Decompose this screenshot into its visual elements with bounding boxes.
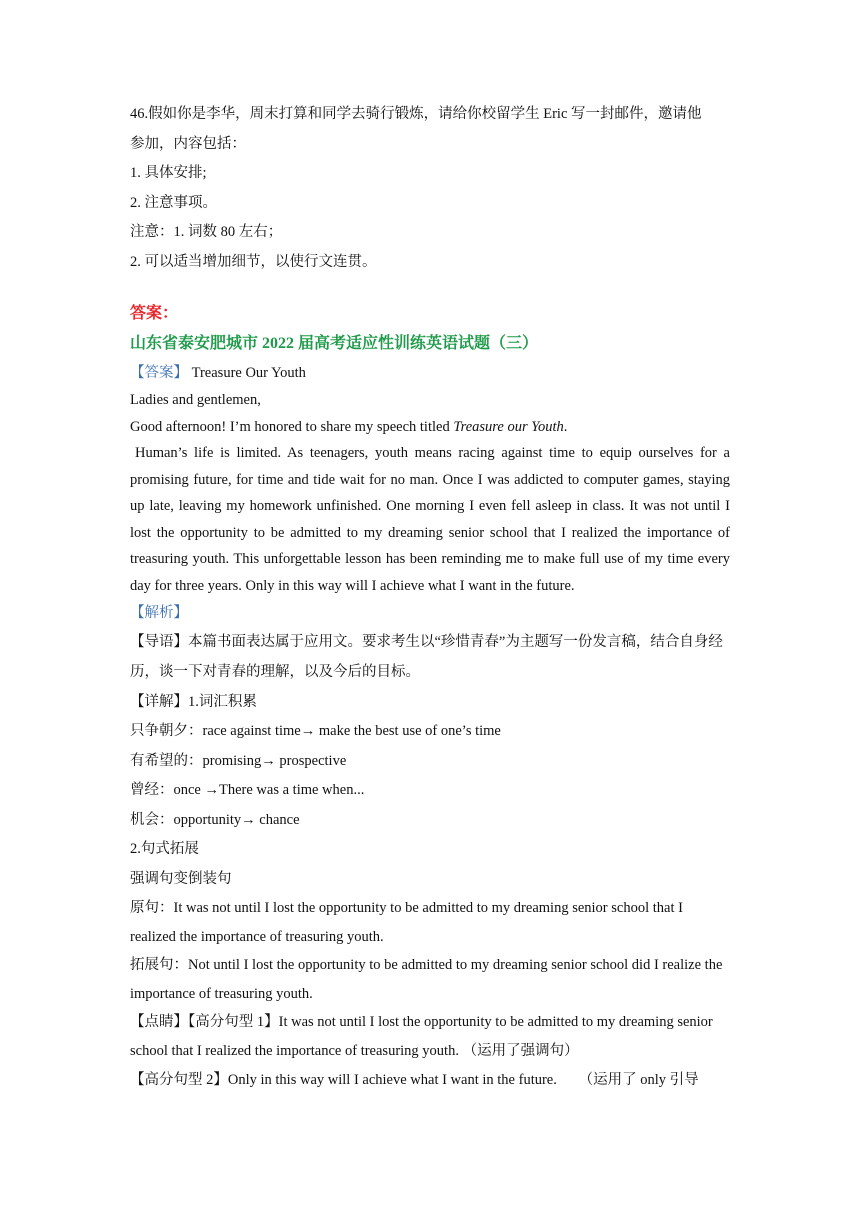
question-line-2: 参加，内容包括：	[130, 135, 246, 152]
highlight-sentence-2: 【高分句型 2】Only in this way will I achieve what I want in the future. （运用了 only 引导	[130, 1072, 699, 1088]
vocab-item: 有希望的：promising→ prospective	[130, 752, 347, 769]
question-line-1: 46.假如你是李华，周末打算和同学去骑行锻炼，请给你校留学生 Eric 写一封邮件，邀请他	[130, 106, 702, 122]
essay-greeting	[130, 414, 730, 441]
vocab-item: 曾经：once →There was a time when...	[130, 782, 365, 798]
essay-greeting-title: Treasure our Youth	[453, 418, 564, 435]
question-item-2: 2. 注意事项。	[130, 194, 217, 211]
answer-tag: 【答案】	[130, 365, 188, 381]
guide-text: 【导语】本篇书面表达属于应用文。要求考生以“珍惜青春”为主题写一份发言稿，结合自身经历，谈一下对青春的理解，以及今后的目标。	[130, 634, 723, 680]
vocab-item: 只争朝夕：race against time→ make the best use of one’s time	[130, 723, 501, 739]
analysis-tag: 【解析】	[130, 605, 188, 621]
essay-greeting-text: Good afternoon! I’m honored to share my speech titled	[130, 418, 454, 435]
essay-greeting-end: .	[563, 418, 568, 435]
question-note-1: 注意：1. 词数 80 左右；	[130, 224, 283, 240]
answer-title: Treasure Our Youth	[188, 365, 306, 381]
answer-label: 答案：	[130, 305, 179, 322]
highlight-sentence-1: 【点睛】【高分句型 1】It was not until I lost the opportunity to be admitted to my dreaming senior school that I realized the importance of treasuring youth. （运用了强调句）	[130, 1014, 713, 1059]
question-note-2: 2. 可以适当增加细节，以使行文连贯。	[130, 253, 377, 270]
essay-body: Human’s life is limited. As teenagers, youth means racing against time to equip ourselves for a promising future, for time and tide wait for no man. Once I was addicted to computer games, staying up late, leaving my homework unfinished. One morning I even fell asleep in class. It was not until I lost the opportunity to be admitted to my dreaming senior school that I realized the importance of treasuring youth. This unforgettable lesson has been reminding me to make full use of my time every day for three years. Only in this way will I achieve what I want in the future.	[130, 445, 730, 594]
essay-salutation: Ladies and gentlemen,	[130, 392, 261, 408]
pattern-subheading: 强调句变倒装句	[130, 870, 232, 887]
document-page	[130, 100, 730, 1095]
source-title: 山东省泰安肥城市 2022 届高考适应性训练英语试题（三）	[130, 335, 539, 352]
essay	[130, 387, 730, 599]
answer-heading	[130, 359, 730, 387]
vocab-item: 机会：opportunity→ chance	[130, 811, 300, 828]
expanded-sentence: 拓展句：Not until I lost the opportunity to be admitted to my dreaming senior school did I realize the importance of treasuring youth.	[130, 957, 723, 1002]
original-sentence: 原句：It was not until I lost the opportunity to be admitted to my dreaming senior school that I realized the importance of treasuring youth.	[130, 900, 683, 945]
question-item-1: 1. 具体安排;	[130, 165, 207, 181]
pattern-heading: 2.句式拓展	[130, 841, 199, 857]
detail-heading: 【详解】1.词汇积累	[130, 694, 257, 710]
